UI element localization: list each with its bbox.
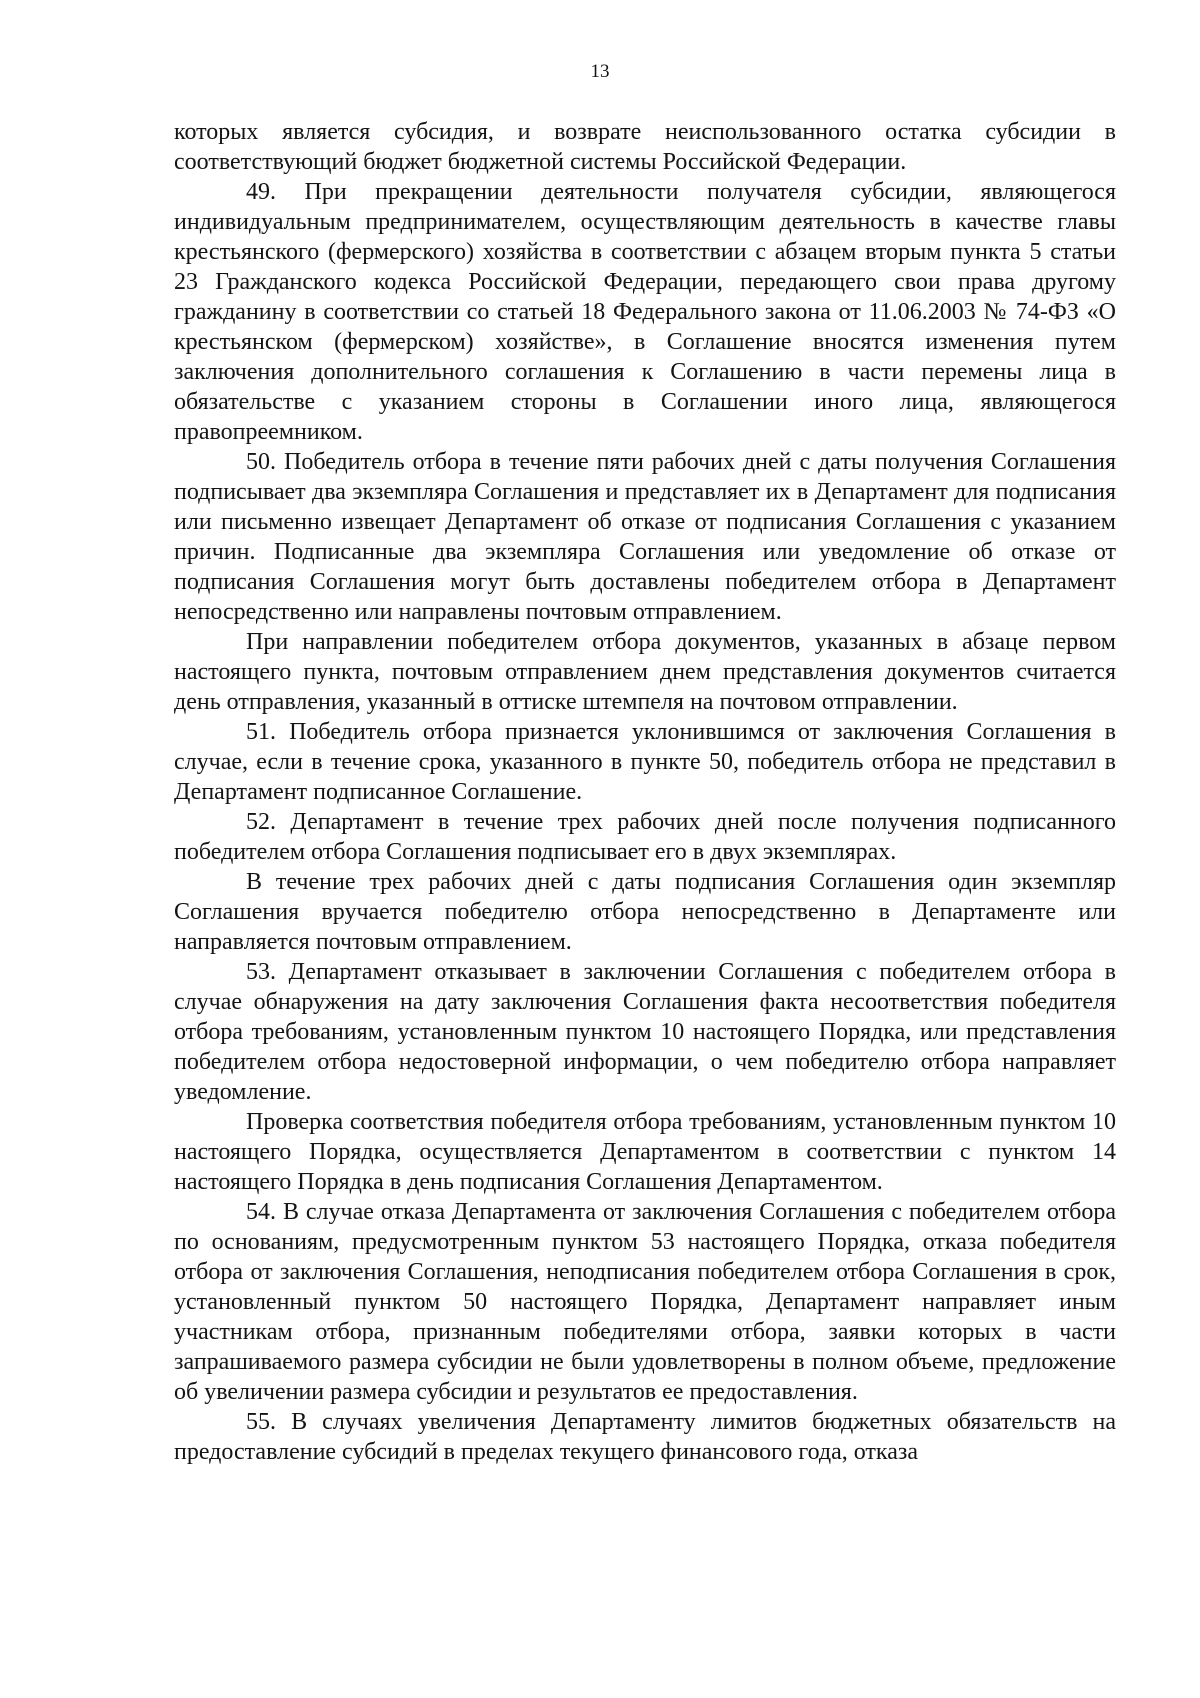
paragraph-54: 54. В случае отказа Департамента от заключения Соглашения с победителем отбора по основаниям, предусмотренным пунктом 53 настоящего Порядка, отказа победителя отбора от заключения Соглашения, неподписания победителем отбора Соглашения в срок, установленный пунктом 50 настоящего Порядка, Департамент направляет иным участникам отбора, признанным победителями отбора, заявки которых в части запрашиваемого размера субсидии не были удовлетворены в полном объеме, предложение об увеличении размера субсидии и результатов ее предоставления. [174,1199,1116,1405]
paragraph-55: 55. В случаях увеличения Департаменту лимитов бюджетных обязательств на предоставление субсидий в пределах текущего финансового года, отказа [174,1409,1116,1465]
paragraph-53-verification: Проверка соответствия победителя отбора требованиям, установленным пунктом 10 настоящего Порядка, осуществляется Департаментом в соответствии с пунктом 14 настоящего Порядка в день подписания Соглашения Департаментом. [174,1109,1116,1195]
paragraph-53: 53. Департамент отказывает в заключении Соглашения с победителем отбора в случае обнаружения на дату заключения Соглашения факта несоответствия победителя отбора требованиям, установленным пунктом 10 настоящего Порядка, или представления победителем отбора недостоверной информации, о чем победителю отбора направляет уведомление. [174,959,1116,1105]
document-body [174,117,1116,1467]
paragraph-50-postal: При направлении победителем отбора документов, указанных в абзаце первом настоящего пункта, почтовым отправлением днем представления документов считается день отправления, указанный в оттиске штемпеля на почтовом отправлении. [174,629,1116,715]
paragraph-continued: которых является субсидия, и возврате неиспользованного остатка субсидии в соответствующий бюджет бюджетной системы Российской Федерации. [174,119,1116,175]
paragraph-50: 50. Победитель отбора в течение пяти рабочих дней с даты получения Соглашения подписывает два экземпляра Соглашения и представляет их в Департамент для подписания или письменно извещает Департамент об отказе от подписания Соглашения с указанием причин. Подписанные два экземпляра Соглашения или уведомление об отказе от подписания Соглашения могут быть доставлены победителем отбора в Департамент непосредственно или направлены почтовым отправлением. [174,449,1116,625]
paragraph-52: 52. Департамент в течение трех рабочих дней после получения подписанного победителем отбора Соглашения подписывает его в двух экземплярах. [174,809,1116,865]
paragraph-51: 51. Победитель отбора признается уклонившимся от заключения Соглашения в случае, если в течение срока, указанного в пункте 50, победитель отбора не представил в Департамент подписанное Соглашение. [174,719,1116,805]
paragraph-49: 49. При прекращении деятельности получателя субсидии, являющегося индивидуальным предпринимателем, осуществляющим деятельность в качестве главы крестьянского (фермерского) хозяйства в соответствии с абзацем вторым пункта 5 статьи 23 Гражданского кодекса Российской Федерации, передающего свои права другому гражданину в соответствии со статьей 18 Федерального закона от 11.06.2003 № 74-ФЗ «О крестьянском (фермерском) хозяйстве», в Соглашение вносятся изменения путем заключения дополнительного соглашения к Соглашению в части перемены лица в обязательстве с указанием стороны в Соглашении иного лица, являющегося правопреемником. [174,179,1116,445]
page-number: 13 [590,61,610,82]
paragraph-52-delivery: В течение трех рабочих дней с даты подписания Соглашения один экземпляр Соглашения вручается победителю отбора непосредственно в Департаменте или направляется почтовым отправлением. [174,869,1116,955]
